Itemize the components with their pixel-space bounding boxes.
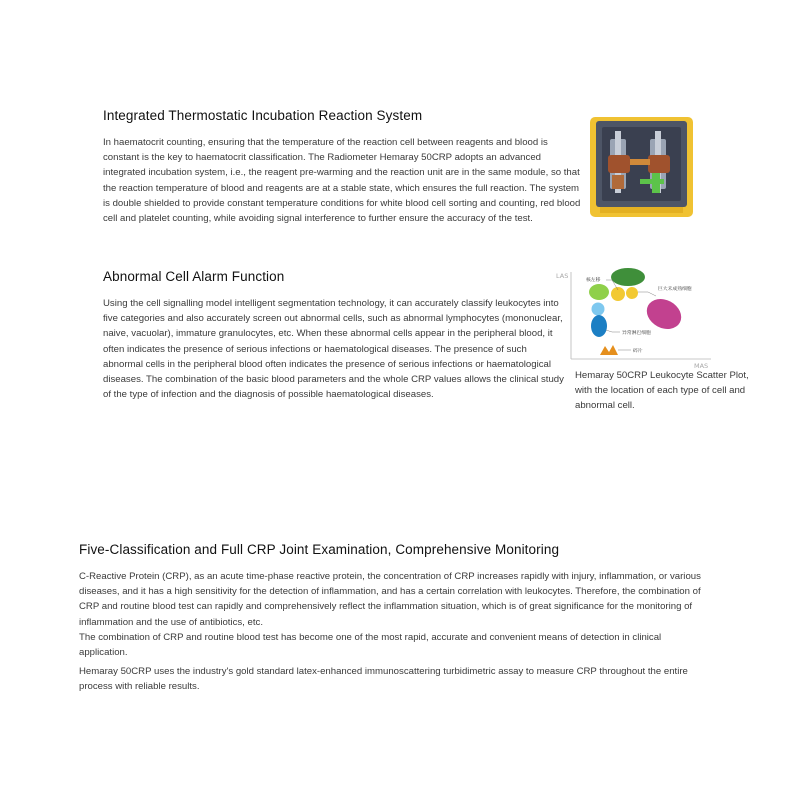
- scatter-y-axis-label: LAS: [556, 272, 569, 280]
- cluster-light-blue: [592, 303, 605, 316]
- label-giant-immature-cell: 巨大未成熟细胞: [658, 287, 692, 292]
- scatter-x-axis-label: MAS: [694, 362, 709, 370]
- scatter-plot-caption: Hemaray 50CRP Leukocyte Scatter Plot, with the location of each type of cell and abnormal cell.: [575, 370, 749, 412]
- cluster-dark-green: [611, 268, 645, 286]
- cluster-magenta: [642, 293, 687, 335]
- cluster-light-green: [589, 284, 609, 300]
- section-body-crp-2: The combination of CRP and routine blood test has become one of the most rapid, accurate and convenient means of detection in clinical application.: [79, 632, 662, 659]
- label-debris: 碎片: [633, 349, 643, 354]
- section-body-crp-1: C-Reactive Protein (CRP), as an acute time-phase reactive protein, the concentration of CRP increases rapidly with injury, inflammation, or various diseases, and it has a high sensitivity for the detection of inflammation, and has a certain correlation with leukocytes. Therefore, the combination of CRP and routine blood test can rapidly and comprehensively reflect the inflammation situation, which is of great significance for the monitoring of inflammation and the use of antibiotics, etc.: [79, 571, 701, 628]
- label-left-shift: 核左移: [586, 278, 601, 283]
- section-title-incubation: Integrated Thermostatic Incubation Reaction System: [103, 108, 423, 123]
- cluster-orange-debris: [600, 345, 618, 355]
- section-body-incubation: In haematocrit counting, ensuring that the temperature of the reaction cell between reagents and blood is constant is the key to haematocrit classification. The Radiometer Hemaray 50CRP adopts an advanced integrated incubation system, i.e., the reagent pre-warming and the reaction unit are in the same module, so that the reaction temperature of blood and reagents are at a stable state, which ensures the full reaction. The system is double shielded to provide constant temperature conditions for white blood cell sorting and counting, red blood cell and platelet counting, while avoiding signal interference to further ensure the accuracy of the test.: [103, 137, 581, 225]
- incubation-module-image: [590, 117, 693, 217]
- cluster-yellow-small: [626, 287, 638, 299]
- label-abnormal-lymphocyte: 异常淋巴细胞: [622, 331, 651, 336]
- leukocyte-scatter-plot: [556, 268, 716, 370]
- section-title-alarm: Abnormal Cell Alarm Function: [103, 269, 285, 284]
- cluster-yellow: [611, 287, 625, 301]
- section-body-alarm: Using the cell signalling model intelligent segmentation technology, it can accurately classify leukocytes into five categories and also accurately screen out abnormal cells, such as abnormal lymphocytes (mononuclear, naive, vacuolar), immature granulocytes, etc. When these abnormal cells appear in the peripheral blood, it often indicates the presence of serious infections or haematological diseases. The presence of such abnormal cells in the peripheral blood often indicates the presence of serious infections or haematological diseases. The combination of the basic blood parameters and the whole CRP values allows the clinical study of the type of infection and the diagnosis of possible haematological diseases.: [103, 298, 564, 401]
- cluster-blue: [591, 315, 607, 337]
- section-body-crp-3: Hemaray 50CRP uses the industry's gold standard latex-enhanced immunoscattering turbidimetric assay to measure CRP throughout the entire process with reliable results.: [79, 666, 688, 693]
- section-title-crp: Five-Classification and Full CRP Joint Examination, Comprehensive Monitoring: [79, 542, 560, 557]
